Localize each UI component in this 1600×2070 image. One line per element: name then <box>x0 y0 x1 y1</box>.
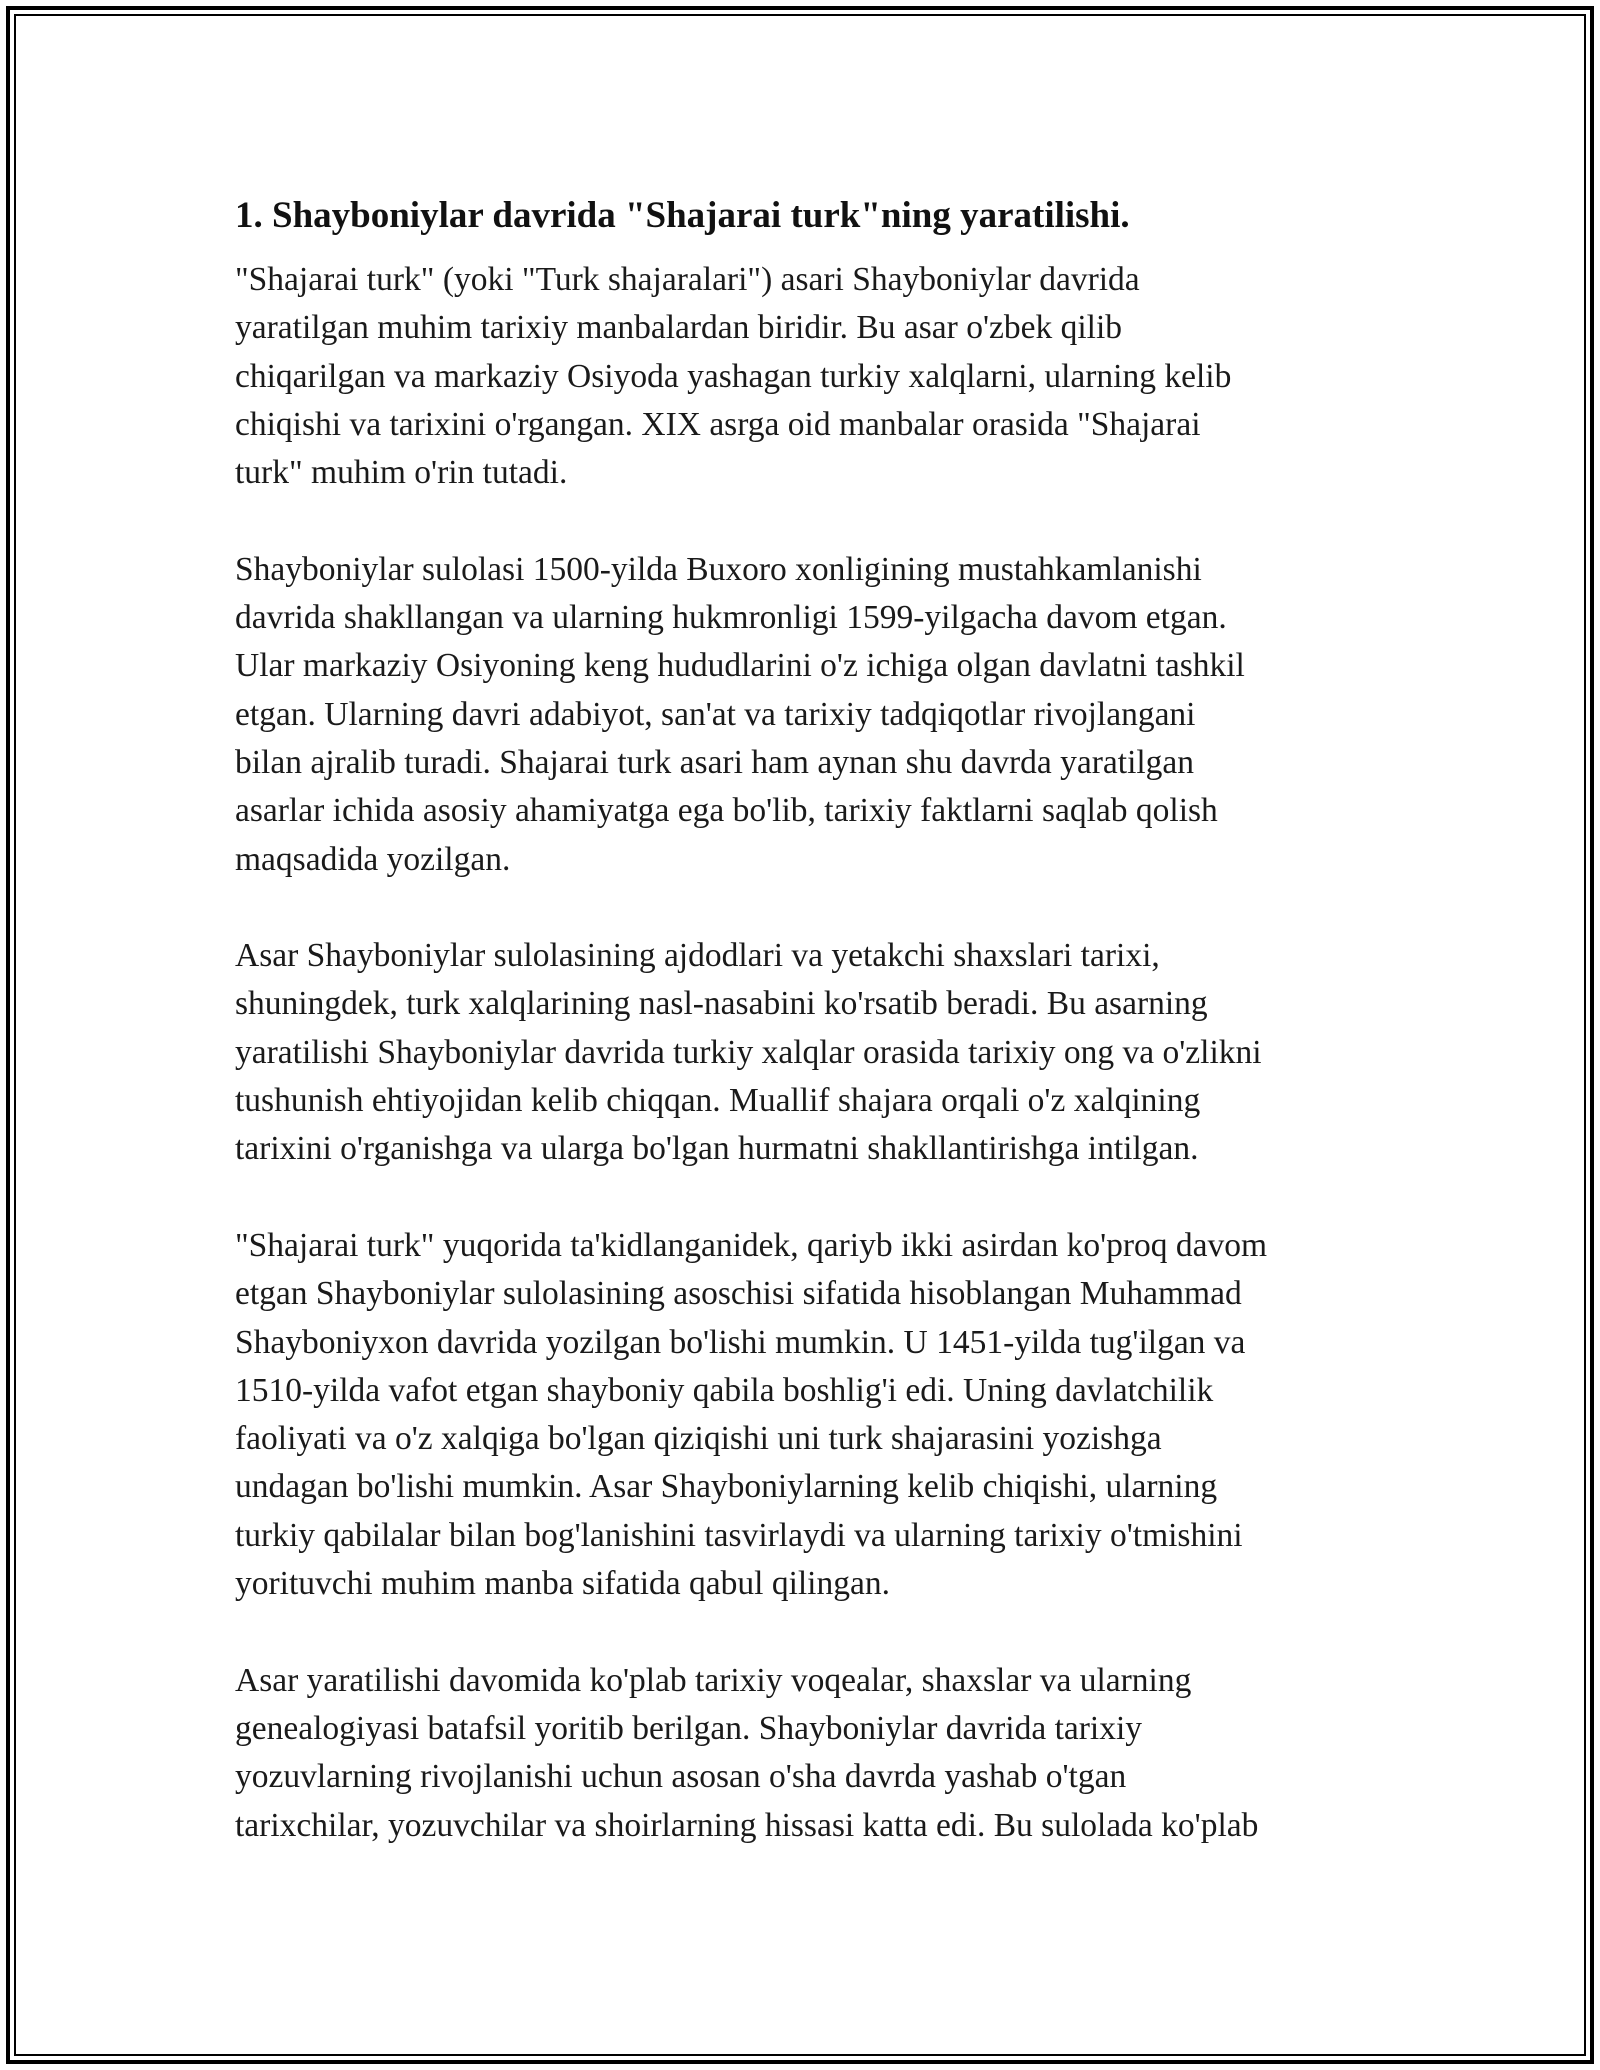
section-heading: 1. Shayboniylar davrida "Shajarai turk"ning yaratilishi. <box>235 195 1130 236</box>
paragraph-2: Shayboniylar sulolasi 1500-yilda Buxoro xonligining mustahkamlanishi davrida shakllangan va ularning hukmronligi 1599-yilgacha davom etgan. Ular markaziy Osiyoning keng hududlarini o'z ichiga olgan davlatni tashkil etgan. Ularning davri adabiyot, san'at va tarixiy tadqiqotlar rivojlangani bilan ajralib turadi. Shajarai turk asari ham aynan shu davrda yaratilgan asarlar ichida asosiy ahamiyatga ega bo'lib, tarixiy faktlarni saqlab qolish maqsadida yozilgan. <box>235 550 1245 878</box>
paragraph-4: "Shajarai turk" yuqorida ta'kidlanganidek, qariyb ikki asirdan ko'proq davom etgan Shayboniylar sulolasining asoschisi sifatida hisoblangan Muhammad Shayboniyxon davrida yozilgan bo'lishi mumkin. U 1451-yilda tug'ilgan va 1510-yilda vafot etgan shayboniy qabila boshlig'i edi. Uning davlatchilik faoliyati va o'z xalqiga bo'lgan qiziqishi uni turk shajarasini yozishga undagan bo'lishi mumkin. Asar Shayboniylarning kelib chiqishi, ularning turkiy qabilalar bilan bog'lanishini tasvirlaydi va ularning tarixiy o'tmishini yorituvchi muhim manba sifatida qabul qilingan. <box>235 1226 1268 1603</box>
paragraph-3: Asar Shayboniylar sulolasining ajdodlari va yetakchi shaxslari tarixi, shuningdek, turk xalqlarining nasl-nasabini ko'rsatib beradi. Bu asarning yaratilishi Shayboniylar davrida turkiy xalqlar orasida tarixiy ong va o'zlikni tushunish ehtiyojidan kelib chiqqan. Muallif shajara orqali o'z xalqining tarixini o'rganishga va ularga bo'lgan hurmatni shakllantirishga intilgan. <box>235 937 1262 1168</box>
paragraph-5: Asar yaratilishi davomida ko'plab tarixiy voqealar, shaxslar va ularning genealogiyasi batafsil yoritib berilgan. Shayboniylar davrida tarixiy yozuvlarning rivojlanishi uchun asosan o'sha davrda yashab o'tgan tarixchilar, yozuvchilar va shoirlarning hissasi katta edi. Bu sulolada ko'plab <box>235 1661 1259 1844</box>
paragraph-1: "Shajarai turk" (yoki "Turk shajaralari") asari Shayboniylar davrida yaratilgan muhim tarixiy manbalardan biridir. Bu asar o'zbek qilib chiqarilgan va markaziy Osiyoda yashagan turkiy xalqlarni, ularning kelib chiqishi va tarixini o'rgangan. XIX asrga oid manbalar orasida "Shajarai turk" muhim o'rin tutadi. <box>235 261 1232 492</box>
document-body <box>235 188 1370 1850</box>
